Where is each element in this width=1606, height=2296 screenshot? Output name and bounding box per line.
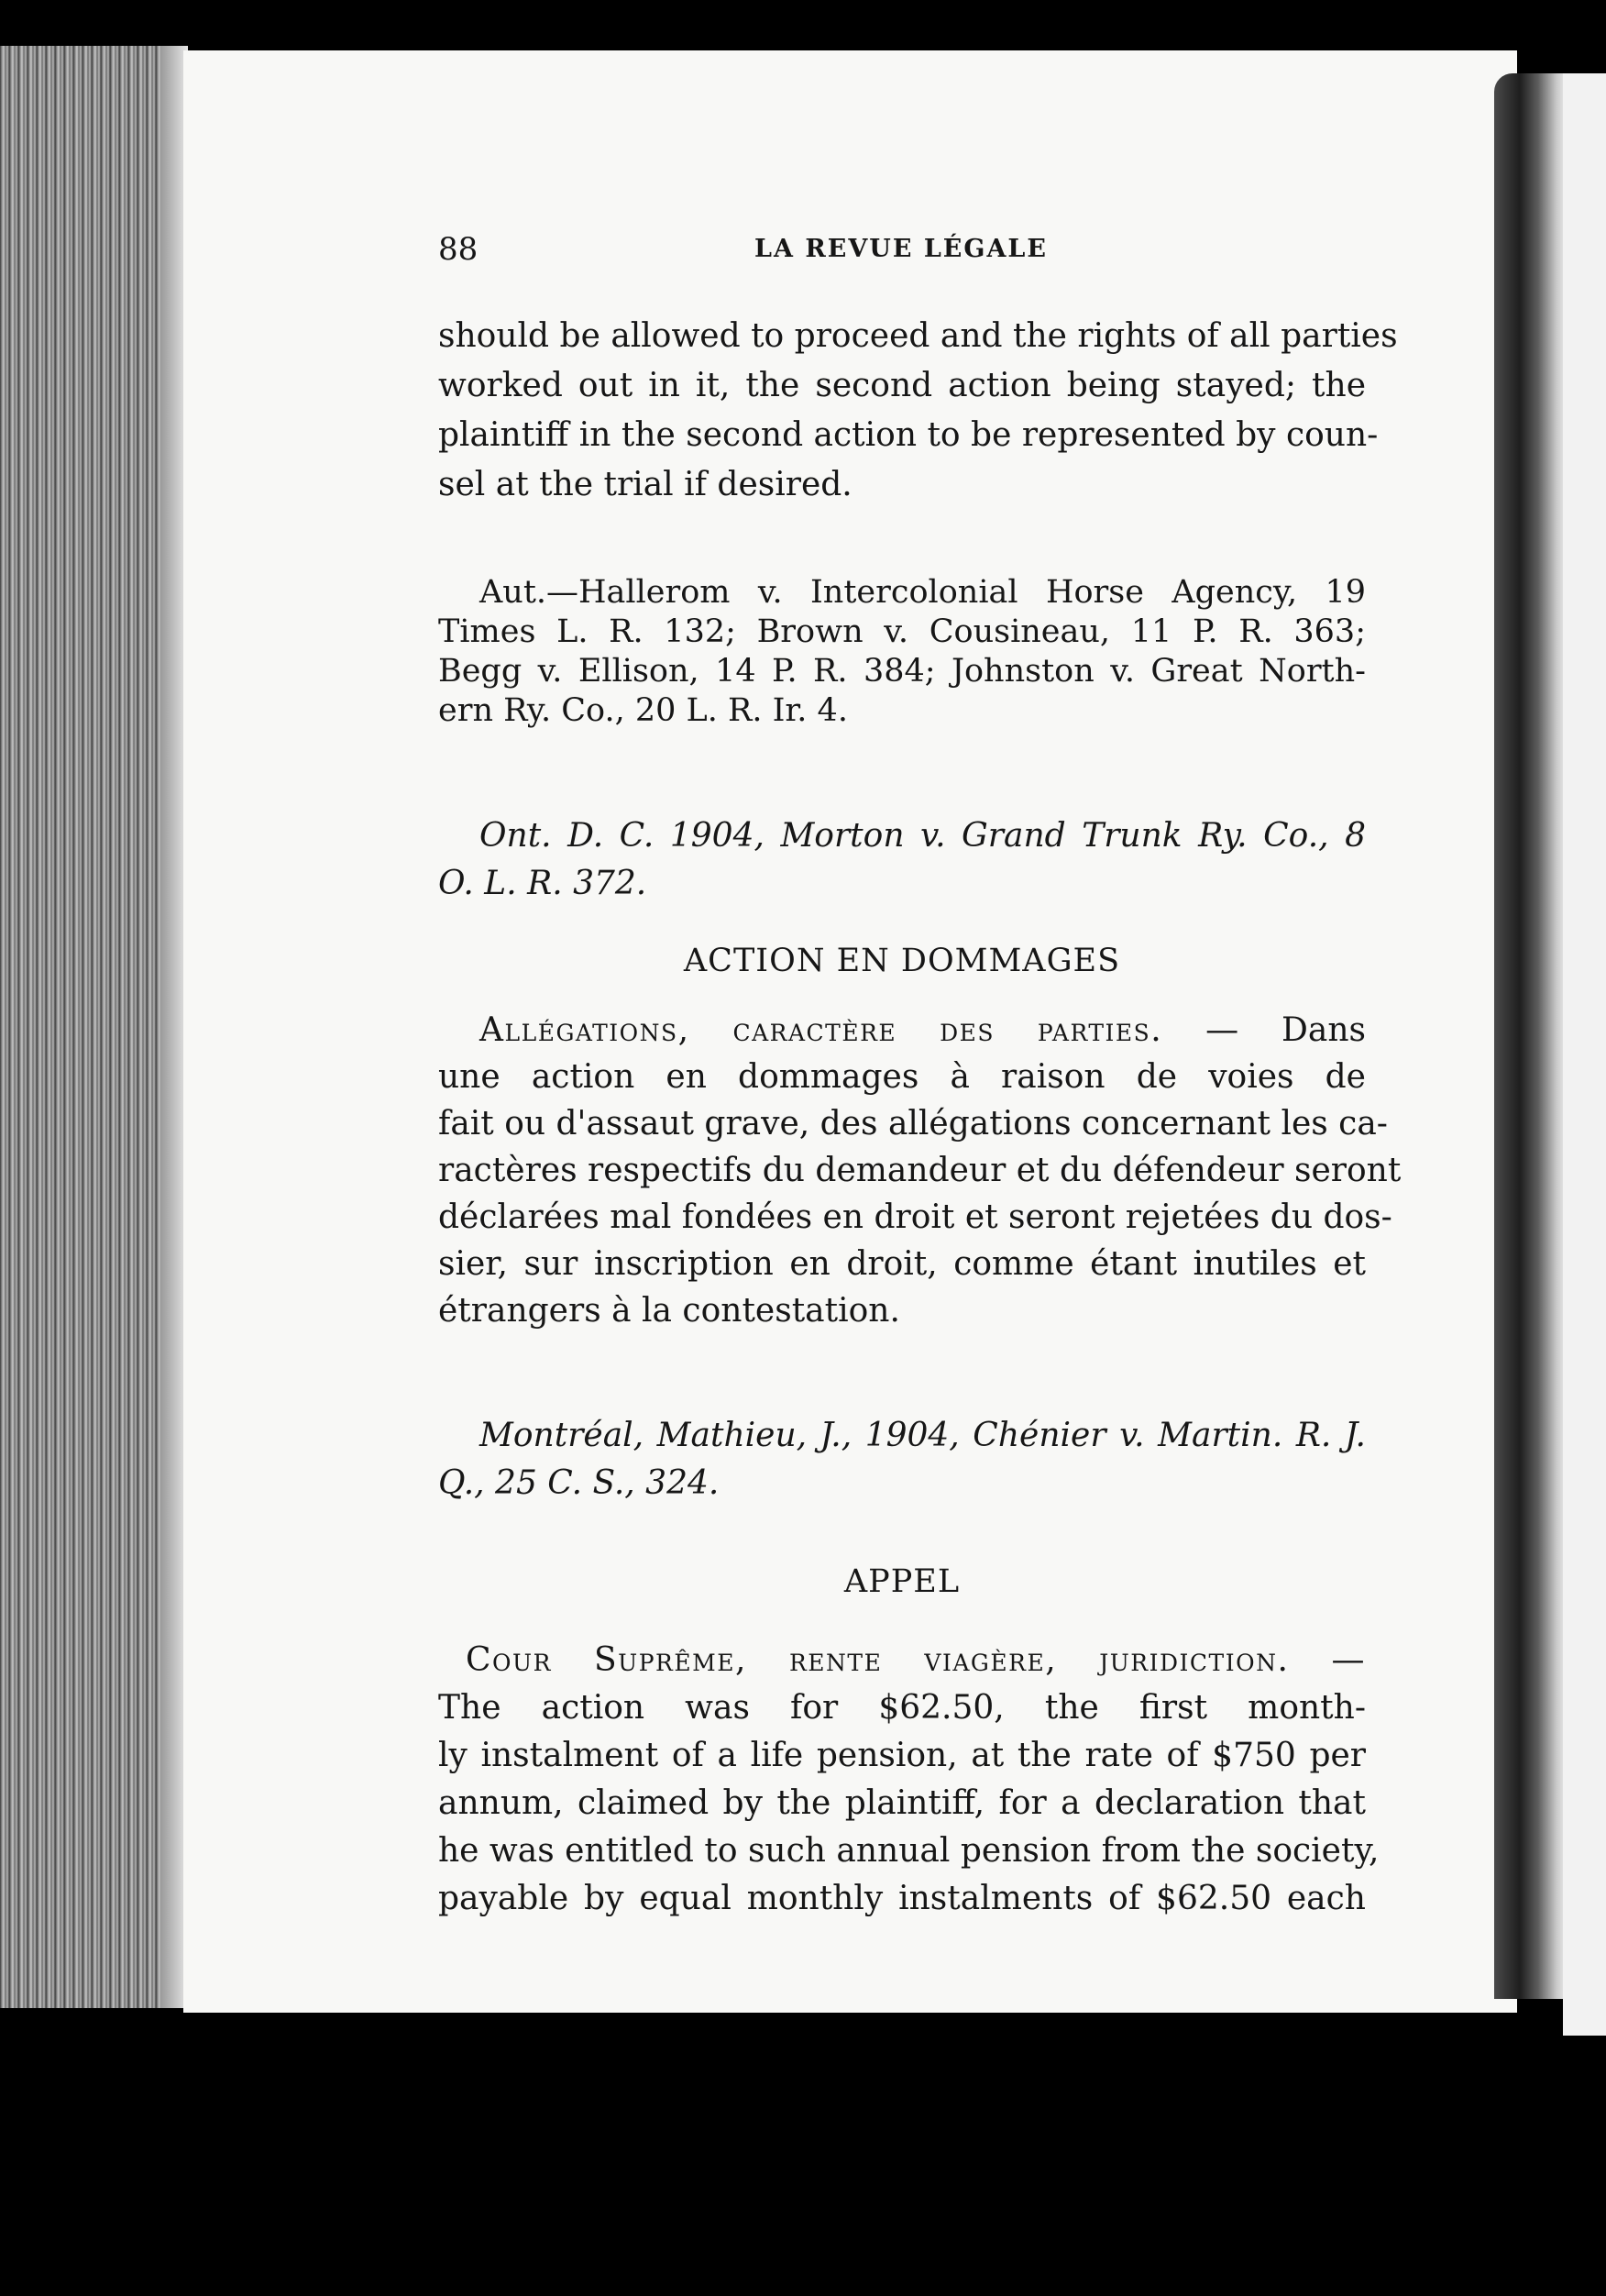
authorities-paragraph (438, 573, 1366, 731)
text-line: payable by equal monthly instalments of $62.50 each (438, 1880, 1366, 1917)
text-line: Q., 25 C. S., 324. (438, 1464, 720, 1502)
text-line: ly instalment of a life pension, at the rate of $750 per (438, 1737, 1366, 1774)
text-line: ern Ry. Co., 20 L. R. Ir. 4. (438, 692, 848, 729)
section-body-appel (438, 1637, 1380, 1923)
facing-page-edge (1563, 73, 1606, 2036)
text-line: Begg v. Ellison, 14 P. R. 384; Johnston v. Great North- (438, 653, 1366, 690)
text-line: should be allowed to proceed and the rights of all parties (438, 317, 1398, 355)
text-line: plaintiff in the second action to be represented by coun- (438, 416, 1379, 454)
subject-lead: Cour Suprême, rente viagère, juridiction. — (466, 1641, 1366, 1679)
text-line: sel at the trial if desired. (438, 466, 852, 503)
text-line: Times L. R. 132; Brown v. Cousineau, 11 P. R. 363; (438, 613, 1366, 650)
text-line: ractères respectifs du demandeur et du défendeur seront (438, 1152, 1402, 1189)
citation-montreal (438, 1412, 1366, 1507)
text-line: fait ou d'assaut grave, des allégations concernant les ca- (438, 1105, 1388, 1142)
section-body-action-en-dommages (438, 1007, 1402, 1334)
page-header (438, 231, 1366, 277)
page-stack-edge (0, 46, 188, 2008)
page-number: 88 (438, 231, 478, 268)
binding-shadow (1494, 73, 1568, 1999)
text-line: étrangers à la contestation. (438, 1292, 900, 1330)
text-line: he was entitled to such annual pension from the society, (438, 1832, 1380, 1870)
paragraph-continuation (438, 312, 1398, 510)
running-head: LA REVUE LÉGALE (754, 235, 1048, 263)
text-line: Allégations, caractère des parties. — Dans (479, 1011, 1366, 1049)
text-line: Montréal, Mathieu, J., 1904, Chénier v. Martin. R. J. (479, 1417, 1366, 1454)
text-line: O. L. R. 372. (438, 865, 647, 902)
citation-ontario (438, 812, 1366, 908)
text-line: une action en dommages à raison de voies de (438, 1058, 1366, 1096)
subject-lead: Allégations, caractère des parties. — (479, 1011, 1240, 1049)
text-line: sier, sur inscription en droit, comme étant inutiles et (438, 1245, 1366, 1283)
text-line: The action was for $62.50, the first month- (438, 1689, 1366, 1727)
section-heading-action-en-dommages: ACTION EN DOMMAGES (683, 943, 1121, 979)
text-line (438, 1637, 1366, 1684)
text-line: Aut.—Hallerom v. Intercolonial Horse Agency, 19 (479, 574, 1366, 611)
text-line: worked out in it, the second action being stayed; the (438, 367, 1366, 404)
section-heading-appel: APPEL (843, 1563, 961, 1600)
text-line: déclarées mal fondées en droit et seront rejetées du dos- (438, 1198, 1392, 1236)
text-line: annum, claimed by the plaintiff, for a declaration that (438, 1784, 1366, 1822)
text-line: Ont. D. C. 1904, Morton v. Grand Trunk Ry. Co., 8 (479, 817, 1366, 855)
